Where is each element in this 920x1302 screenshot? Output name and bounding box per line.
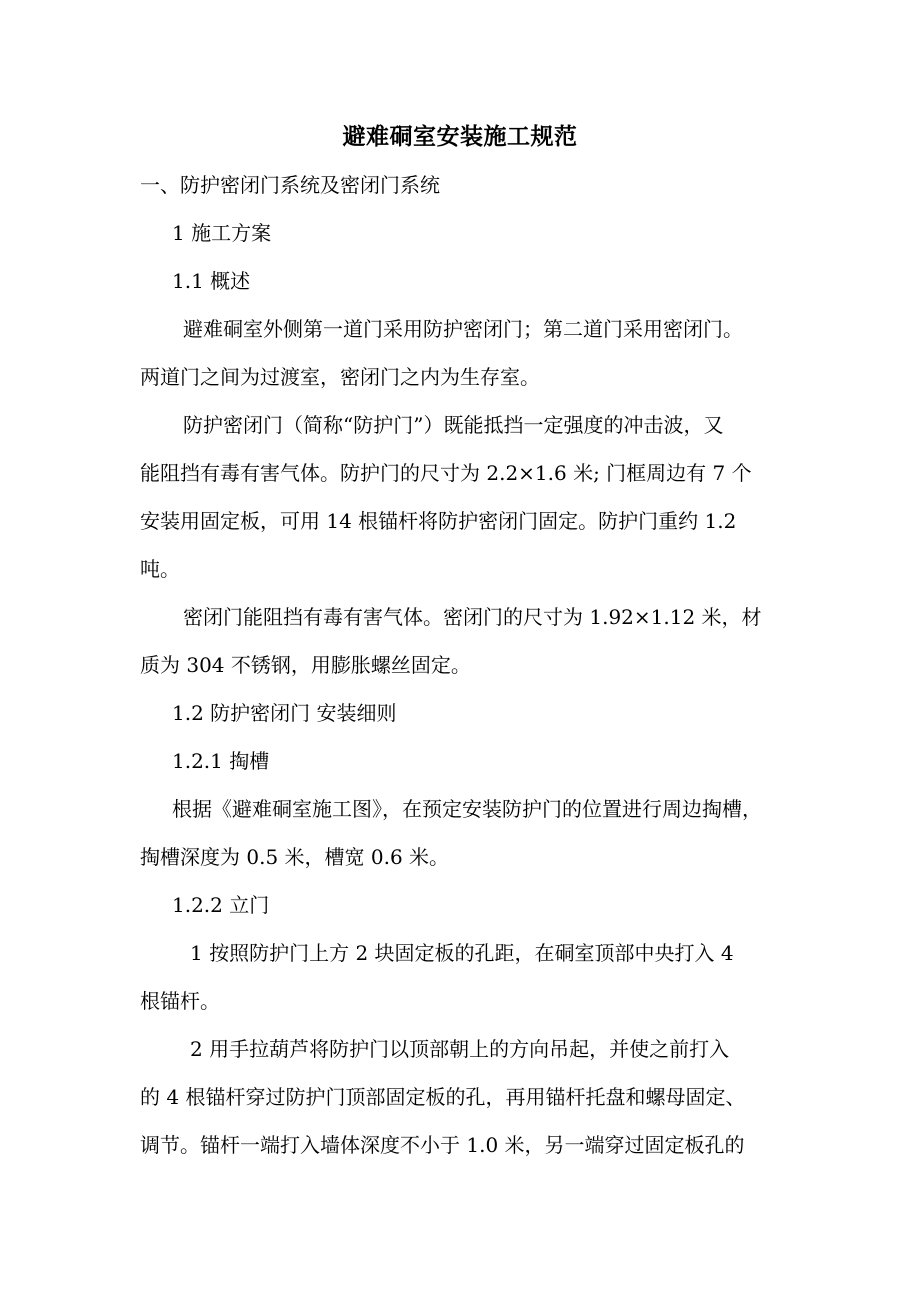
subsection-heading: 1.2.1 掏槽 bbox=[172, 749, 270, 773]
subsection-heading: 1.1 概述 bbox=[172, 269, 251, 293]
document-title: 避难硐室安装施工规范 bbox=[342, 123, 578, 150]
paragraph-line: 避难硐室外侧第一道门采用防护密闭门；第二道门采用密闭门。 bbox=[183, 317, 743, 341]
paragraph-line: 能阻挡有毒有害气体。防护门的尺寸为 2.2×1.6 米; 门框周边有 7 个 bbox=[140, 461, 752, 485]
paragraph-line: 的 4 根锚杆穿过防护门顶部固定板的孔，再用锚杆托盘和螺母固定、 bbox=[140, 1085, 746, 1109]
subsection-heading: 1.2.2 立门 bbox=[172, 893, 270, 917]
paragraph-line: 防护密闭门（简称“防护门”）既能抵挡一定强度的冲击波，又 bbox=[183, 413, 724, 437]
paragraph-line: 密闭门能阻挡有毒有害气体。密闭门的尺寸为 1.92×1.12 米，材 bbox=[183, 605, 762, 629]
paragraph-line: 安装用固定板，可用 14 根锚杆将防护密闭门固定。防护门重约 1.2 bbox=[140, 509, 737, 533]
paragraph-line: 两道门之间为过渡室，密闭门之内为生存室。 bbox=[140, 365, 540, 389]
paragraph-line: 根据《避难硐室施工图》，在预定安装防护门的位置进行周边掏槽， bbox=[172, 797, 762, 821]
paragraph-line: 掏槽深度为 0.5 米，槽宽 0.6 米。 bbox=[140, 845, 450, 869]
paragraph-line: 根锚杆。 bbox=[140, 989, 220, 1013]
paragraph-line: 1 按照防护门上方 2 块固定板的孔距，在硐室顶部中央打入 4 bbox=[190, 941, 734, 965]
paragraph-line: 质为 304 不锈钢，用膨胀螺丝固定。 bbox=[140, 653, 471, 677]
paragraph-line: 2 用手拉葫芦将防护门以顶部朝上的方向吊起，并使之前打入 bbox=[190, 1037, 730, 1061]
paragraph-line: 调节。锚杆一端打入墙体深度不小于 1.0 米，另一端穿过固定板孔的 bbox=[140, 1133, 745, 1157]
paragraph-line: 吨。 bbox=[140, 557, 180, 581]
subsection-heading: 1 施工方案 bbox=[172, 221, 272, 245]
subsection-heading: 1.2 防护密闭门 安装细则 bbox=[172, 701, 397, 725]
section-heading: 一、防护密闭门系统及密闭门系统 bbox=[140, 173, 440, 197]
